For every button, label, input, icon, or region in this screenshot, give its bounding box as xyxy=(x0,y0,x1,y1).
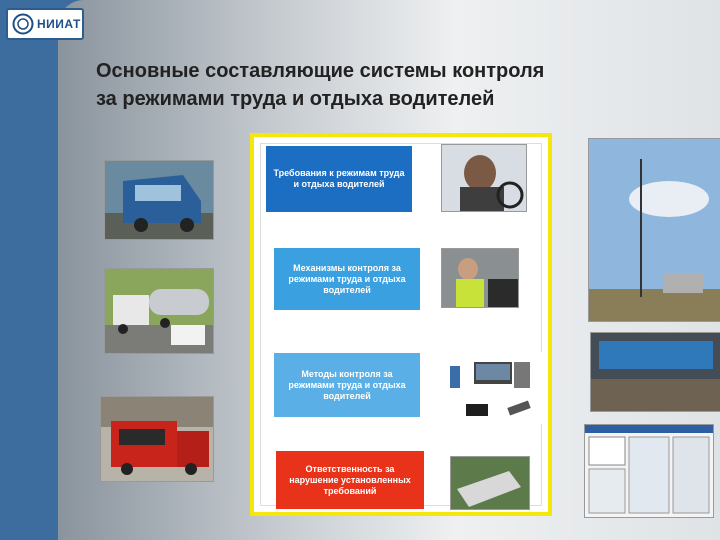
antenna-tower-photo xyxy=(588,138,720,322)
crashed-bus-photo xyxy=(450,456,530,510)
slide-title: Основные составляющие системы контроля за режимами труда и отдыха водителей xyxy=(96,60,545,110)
tired-driver-photo xyxy=(441,144,527,212)
liability-box xyxy=(276,451,424,509)
truck-photo xyxy=(104,160,214,240)
control-methods-label: Методы контроля за режимами труда и отдыха водителей xyxy=(288,368,406,401)
control-mechanisms-label: Механизмы контроля за режимами труда и отдыха водителей xyxy=(288,262,406,295)
control-room-photo xyxy=(590,332,720,412)
police-officer-photo xyxy=(441,248,519,308)
fire-truck-photo xyxy=(100,396,214,482)
control-methods-box xyxy=(274,353,420,417)
control-mechanisms-box xyxy=(274,248,420,310)
logo-emblem-icon xyxy=(12,13,34,35)
requirements-label: Требования к режимам труда и отдыха водителей xyxy=(273,168,405,189)
requirements-box xyxy=(266,146,412,212)
tachograph-devices-photo xyxy=(448,352,544,424)
software-screenshot xyxy=(584,424,714,518)
liability-label: Ответственность за нарушение установленных требований xyxy=(289,463,411,496)
niiat-logo xyxy=(6,8,84,40)
tanker-photo xyxy=(104,268,214,354)
logo-text: НИИАТ xyxy=(37,17,81,31)
left-blue-strip xyxy=(0,0,58,540)
